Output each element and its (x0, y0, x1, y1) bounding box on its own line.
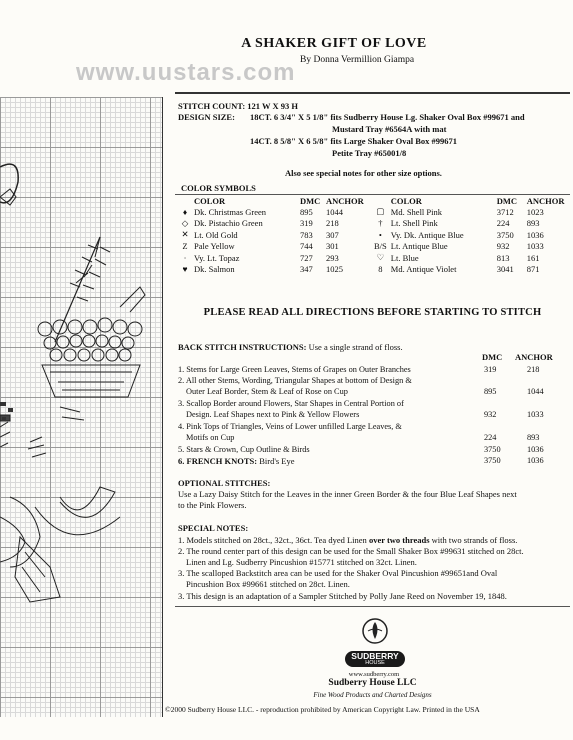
back-stitch-item-text: Motifs on Cup (186, 433, 235, 442)
special-note-2b: Linen and Lg. Sudberry Pincushion #15771 stitched on 32ct. Linen. (186, 557, 417, 567)
optional-text-1: Use a Lazy Daisy Stitch for the Leaves in the inner Green Border & the four Blue Leaf Shapes next (178, 489, 517, 499)
back-stitch-item-text: Design. Leaf Shapes next to Pink & Yellow Flowers (186, 410, 360, 419)
special-note-4: 3. This design is an adaptation of a Sampler Stitched by Polly Jane Reed on November 19, 1848. (178, 591, 507, 601)
color-table-header: COLOR DMC ANCHOR COLOR DMC ANCHOR (194, 196, 565, 206)
anchor-number: 1033 (526, 241, 544, 252)
back-stitch-item-text: 5. Stars & Crown, Cup Outline & Birds (178, 445, 310, 454)
divider-colors (175, 194, 570, 195)
back-stitch-dmc-header: DMC (482, 352, 503, 362)
symbol-icon: • (378, 229, 382, 240)
symbol-icon: 8 (378, 264, 383, 275)
logo-badge: SUDBERRY HOUSE (345, 651, 405, 667)
anchor-number: 1044 (326, 206, 343, 217)
cross-stitch-chart (0, 97, 163, 717)
anchor-number: 871 (526, 264, 540, 275)
size-options-note: Also see special notes for other size options. (285, 168, 442, 178)
symbol-icon: · (183, 252, 187, 263)
footer-company: Sudberry House LLC (328, 678, 417, 688)
pattern-title: A SHAKER GIFT OF LOVE (241, 36, 427, 51)
special-note-2a: 2. The round center part of this design can be used for the Small Shaker Box #99631 stitched on 28ct. (178, 546, 524, 556)
back-stitch-anchor: 893 (527, 433, 540, 442)
back-stitch-item-text: 3. Scallop Border around Flowers, Star Shapes in Central Portion of (178, 399, 404, 408)
back-stitch-dmc: 224 (484, 433, 497, 442)
back-stitch-dmc: 932 (484, 410, 497, 419)
dmc-number: 813 (496, 252, 510, 263)
symbol-icon: ♦ (182, 206, 188, 217)
dmc-number: 319 (300, 218, 313, 229)
design-size-label: DESIGN SIZE: (178, 112, 235, 122)
color-row (178, 252, 567, 264)
watermark-text: www.uustars.com (76, 59, 296, 86)
dmc-number: 224 (496, 218, 510, 229)
color-name: Dk. Salmon (194, 264, 235, 275)
color-name: Lt. Old Gold (194, 229, 238, 240)
optional-text-2: to the Pink Flowers. (178, 500, 247, 510)
symbol-icon: ✕ (181, 229, 189, 240)
back-stitch-item-text: 1. Stems for Large Green Leaves, Stems of Grapes on Outer Branches (178, 365, 411, 374)
dmc-number: 895 (300, 206, 313, 217)
color-row (178, 229, 567, 241)
sudberry-logo (345, 617, 405, 667)
special-note-3a: 3. The scalloped Backstitch area can be used for the Shaker Oval Pincushion #99651and Oval (178, 568, 498, 578)
color-name: Dk. Christmas Green (194, 206, 267, 217)
color-name: Md. Shell Pink (390, 206, 443, 217)
back-stitch-dmc: 319 (484, 365, 497, 374)
color-name: Vy. Dk. Antique Blue (390, 229, 464, 240)
dmc-number: 3712 (496, 206, 514, 217)
footer-tagline: Fine Wood Products and Charted Designs (313, 691, 432, 699)
dmc-number: 727 (300, 252, 313, 263)
design-size-line2: Mustard Tray #6564A with mat (332, 124, 447, 134)
optional-heading: OPTIONAL STITCHES: (178, 478, 271, 488)
back-stitch-item-text: 4. Pink Tops of Triangles, Veins of Lower unfilled Large Leaves, & (178, 422, 402, 431)
symbol-icon: ▢ (376, 206, 385, 217)
design-size-line1: 18CT. 6 3/4" X 5 1/8" fits Sudberry House Lg. Shaker Oval Box #99671 and (250, 112, 525, 122)
dmc-number: 744 (300, 241, 313, 252)
french-knots-dmc: 3750 (484, 456, 501, 465)
color-name: Pale Yellow (194, 241, 235, 252)
color-symbols-table (178, 196, 567, 275)
back-stitch-heading: BACK STITCH INSTRUCTIONS: Use a single strand of floss. (178, 342, 403, 352)
symbol-icon: ♡ (376, 252, 385, 263)
symbol-icon: † (378, 218, 383, 229)
color-row (178, 206, 567, 218)
back-stitch-anchor-header: ANCHOR (515, 352, 553, 362)
color-row (178, 264, 567, 276)
back-stitch-anchor: 1044 (527, 387, 544, 396)
symbol-icon: Z (182, 241, 188, 252)
color-name: Lt. Blue (390, 252, 419, 263)
anchor-number: 218 (326, 218, 339, 229)
color-name: Dk. Pistachio Green (194, 218, 263, 229)
design-size-line3: 14CT. 8 5/8" X 6 5/8" fits Large Shaker Oval Box #99671 (250, 136, 457, 146)
back-stitch-dmc: 895 (484, 387, 497, 396)
anchor-number: 293 (326, 252, 339, 263)
dmc-number: 3750 (496, 229, 514, 240)
special-note-3b: Pincushion Box #99661 stitched on 28ct. Linen. (186, 579, 350, 589)
dmc-number: 783 (300, 229, 313, 240)
anchor-number: 161 (526, 252, 540, 263)
french-knots-anchor: 1036 (527, 456, 544, 465)
anchor-number: 307 (326, 229, 339, 240)
symbol-icon: ◇ (181, 217, 189, 228)
color-name: Vy. Lt. Topaz (194, 252, 240, 263)
footer-website: www.sudberry.com (348, 671, 400, 678)
back-stitch-dmc: 3750 (484, 445, 501, 454)
dmc-number: 3041 (496, 264, 514, 275)
dmc-number: 347 (300, 264, 313, 275)
symbol-icon: B/S (374, 241, 387, 252)
stitch-count: STITCH COUNT: 121 W X 93 H (178, 101, 298, 111)
back-stitch-anchor: 218 (527, 365, 540, 374)
anchor-number: 1023 (526, 206, 544, 217)
read-directions-banner: PLEASE READ ALL DIRECTIONS BEFORE STARTING TO STITCH (203, 307, 542, 318)
color-name: Lt. Antique Blue (390, 241, 448, 252)
back-stitch-item-text: Outer Leaf Border, Stem & Leaf of Rose on Cup (186, 387, 348, 396)
logo-emblem-icon (361, 617, 389, 645)
color-row (178, 241, 567, 253)
special-note-1: 1. Models stitched on 28ct., 32ct., 36ct. Tea dyed Linen over two threads with two strands of floss. (178, 535, 518, 545)
dmc-number: 932 (496, 241, 510, 252)
author-byline: By Donna Vermillion Giampa (300, 55, 415, 65)
back-stitch-item-text: 2. All other Stems, Wording, Triangular Shapes at bottom of Design & (178, 376, 412, 385)
divider-top (175, 92, 570, 94)
back-stitch-anchor: 1033 (527, 410, 544, 419)
color-name: Md. Antique Violet (390, 264, 457, 275)
anchor-number: 1036 (526, 229, 544, 240)
color-symbols-heading: COLOR SYMBOLS (181, 183, 256, 193)
divider-footer (175, 606, 570, 607)
french-knots-row: 6. FRENCH KNOTS: Bird's Eye (178, 456, 295, 466)
color-row (178, 218, 567, 230)
design-size-line4: Petite Tray #65001/8 (332, 148, 407, 158)
anchor-number: 893 (526, 218, 540, 229)
symbol-icon: ♥ (182, 264, 188, 275)
anchor-number: 301 (326, 241, 339, 252)
special-notes-heading: SPECIAL NOTES: (178, 523, 249, 533)
back-stitch-anchor: 1036 (527, 445, 544, 454)
footer-copyright: ©2000 Sudberry House LLC. - reproduction prohibited by American Copyright Law. Printed in the USA (165, 705, 480, 714)
chart-motifs (0, 97, 162, 717)
anchor-number: 1025 (326, 264, 343, 275)
color-name: Lt. Shell Pink (390, 218, 438, 229)
